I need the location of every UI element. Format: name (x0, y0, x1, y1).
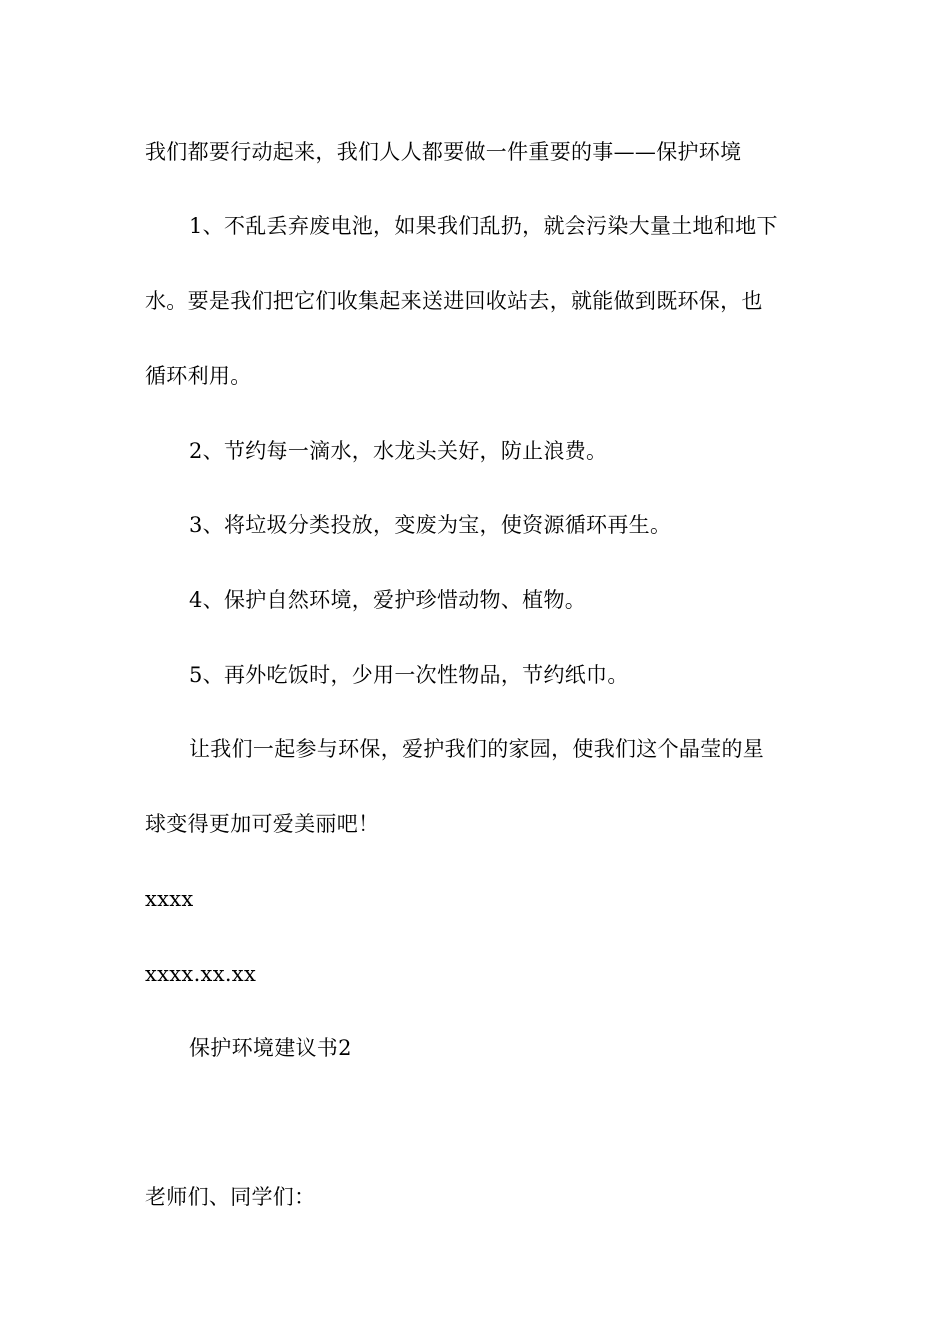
item-3: 3、将垃圾分类投放，变废为宝，使资源循环再生。 (189, 513, 672, 537)
salutation: 老师们、同学们： (145, 1185, 316, 1209)
section-title: 保护环境建议书2 (189, 1036, 352, 1060)
signature-date: xxxx.xx.xx (145, 962, 257, 986)
item-1-line-2: 水。要是我们把它们收集起来送进回收站去，就能做到既环保，也 (145, 289, 763, 313)
item-2: 2、节约每一滴水，水龙头关好，防止浪费。 (189, 439, 608, 463)
item-1-line-3: 循环利用。 (145, 364, 252, 388)
item-5: 5、再外吃饭时，少用一次性物品，节约纸巾。 (189, 663, 629, 687)
closing-line-1: 让我们一起参与环保，爱护我们的家园，使我们这个晶莹的星 (189, 737, 765, 761)
paragraph-call-to-action: 我们都要行动起来，我们人人都要做一件重要的事——保护环境 (145, 140, 742, 164)
item-4: 4、保护自然环境，爱护珍惜动物、植物。 (189, 588, 587, 612)
item-1-line-1: 1、不乱丢弃废电池，如果我们乱扔，就会污染大量土地和地下 (189, 214, 778, 238)
closing-line-2: 球变得更加可爱美丽吧！ (145, 812, 380, 836)
signature-name: xxxx (145, 887, 194, 911)
